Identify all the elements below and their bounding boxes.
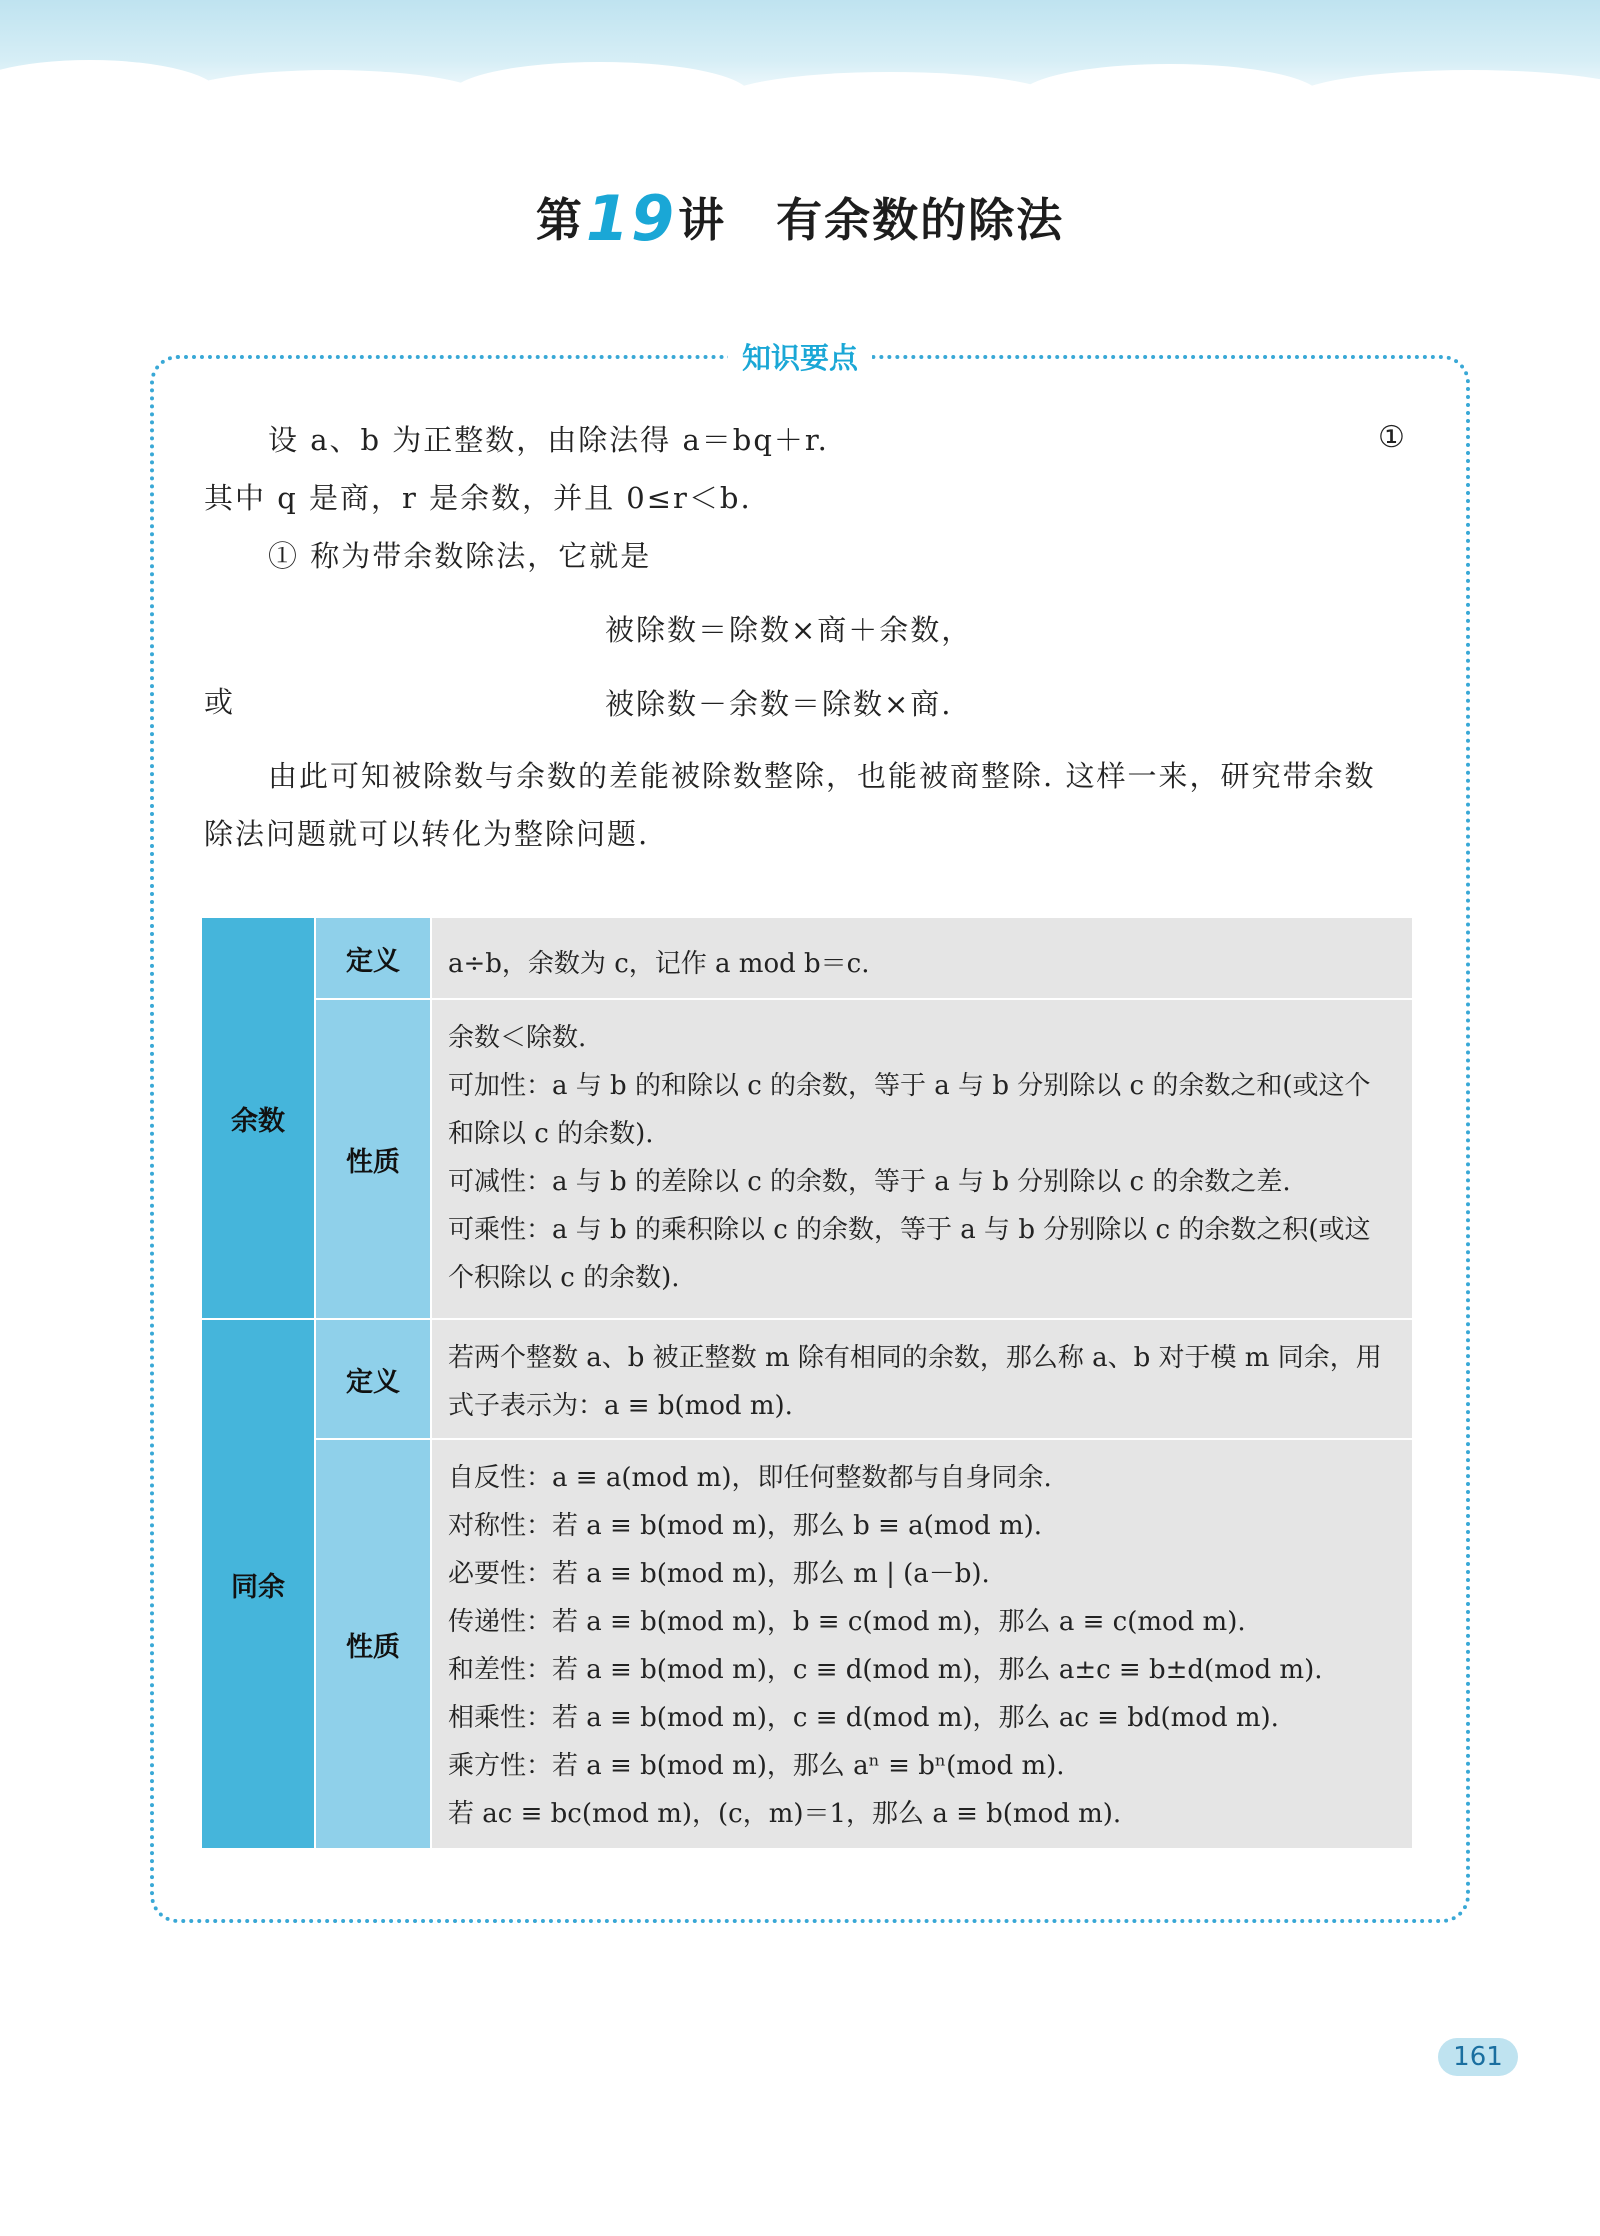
remainder-property-line: 可减性：a 与 b 的差除以 c 的余数，等于 a 与 b 分别除以 c 的余数之差.	[448, 1167, 1291, 1197]
title-prefix: 第	[535, 193, 584, 247]
congruence-property-line: 相乘性：若 a ≡ b(mod m)，c ≡ d(mod m)，那么 ac ≡ bd(mod m).	[448, 1703, 1279, 1733]
category-congruence-label: 同余	[231, 1571, 285, 1603]
congruence-definition-line: 式子表示为：a ≡ b(mod m).	[448, 1391, 793, 1421]
remainder-definition-label: 定义	[346, 945, 400, 977]
congruence-definition-cell	[432, 1320, 1412, 1438]
lesson-title	[0, 178, 1600, 255]
category-congruence	[202, 1320, 314, 1848]
category-remainder-label: 余数	[231, 1105, 285, 1137]
remainder-property-line: 可加性：a 与 b 的和除以 c 的余数，等于 a 与 b 分别除以 c 的余数之和(或这个	[448, 1071, 1371, 1101]
congruence-definition-label: 定义	[346, 1366, 400, 1398]
equation-dividend: 被除数＝除数×商＋余数，	[605, 613, 973, 647]
remainder-property-line: 可乘性：a 与 b 的乘积除以 c 的余数，等于 a 与 b 分别除以 c 的余数之积(或这	[448, 1215, 1371, 1245]
congruence-property-line: 必要性：若 a ≡ b(mod m)，那么 m | (a－b).	[448, 1559, 990, 1589]
congruence-property-line: 对称性：若 a ≡ b(mod m)，那么 b ≡ a(mod m).	[448, 1511, 1043, 1541]
remainder-property-cell	[432, 1000, 1412, 1318]
lesson-number: 19	[585, 182, 677, 255]
congruence-property-line: 和差性：若 a ≡ b(mod m)，c ≡ d(mod m)，那么 a±c ≡ b±d(mod m).	[448, 1655, 1323, 1685]
congruence-property-cell	[432, 1440, 1412, 1848]
cloud-shape	[720, 72, 1060, 128]
congruence-property-line: 传递性：若 a ≡ b(mod m)，b ≡ c(mod m)，那么 a ≡ c(mod m).	[448, 1607, 1246, 1637]
remainder-property-line: 余数＜除数.	[448, 1023, 587, 1053]
congruence-property-label-cell	[316, 1440, 430, 1848]
remainder-definition-text: a÷b，余数为 c，记作 a mod b＝c.	[448, 949, 870, 979]
paragraph-definition: 设 a、b 为正整数，由除法得 a＝bq＋r.	[268, 423, 829, 457]
concept-table	[202, 918, 1412, 1848]
remainder-definition-label-cell	[316, 918, 430, 998]
congruence-property-line: 乘方性：若 a ≡ b(mod m)，那么 aⁿ ≡ bⁿ(mod m).	[448, 1751, 1065, 1781]
title-text: 有余数的除法	[776, 193, 1065, 247]
congruence-property-label: 性质	[346, 1631, 400, 1663]
paragraph-division-with-remainder: ① 称为带余数除法，它就是	[268, 539, 652, 573]
cloud-shape	[170, 70, 490, 130]
equation-dividend-minus: 被除数－余数＝除数×商.	[605, 687, 953, 721]
congruence-property-line: 若 ac ≡ bc(mod m)，(c，m)＝1，那么 a ≡ b(mod m).	[448, 1799, 1122, 1829]
or-word: 或	[204, 685, 236, 719]
paragraph-conclusion-line2: 除法问题就可以转化为整除问题.	[204, 817, 650, 851]
knowledge-points-label-wrap	[0, 336, 1600, 377]
paragraph-conclusion-line1: 由此可知被除数与余数的差能被除数整除，也能被商整除. 这样一来，研究带余数	[268, 759, 1376, 793]
category-remainder	[202, 918, 314, 1318]
paragraph-quotient-remainder: 其中 q 是商，r 是余数，并且 0≤r＜b.	[204, 481, 752, 515]
page-number: 161	[1438, 2038, 1518, 2076]
knowledge-points-label: 知识要点	[728, 336, 872, 377]
cloud-shape	[1020, 64, 1320, 128]
equation-marker: ①	[1378, 420, 1405, 455]
remainder-property-line: 个积除以 c 的余数).	[448, 1263, 680, 1293]
cloud-shape	[1290, 70, 1600, 130]
congruence-property-line: 自反性：a ≡ a(mod m)，即任何整数都与自身同余.	[448, 1463, 1052, 1493]
remainder-property-line: 和除以 c 的余数).	[448, 1119, 654, 1149]
remainder-property-label: 性质	[346, 1146, 400, 1178]
congruence-definition-label-cell	[316, 1320, 430, 1438]
congruence-definition-line: 若两个整数 a、b 被正整数 m 除有相同的余数，那么称 a、b 对于模 m 同余，用	[448, 1343, 1382, 1373]
cloud-shape	[450, 62, 750, 128]
remainder-property-label-cell	[316, 1000, 430, 1318]
remainder-definition-cell	[432, 918, 1412, 998]
title-suffix: 讲	[678, 193, 727, 247]
